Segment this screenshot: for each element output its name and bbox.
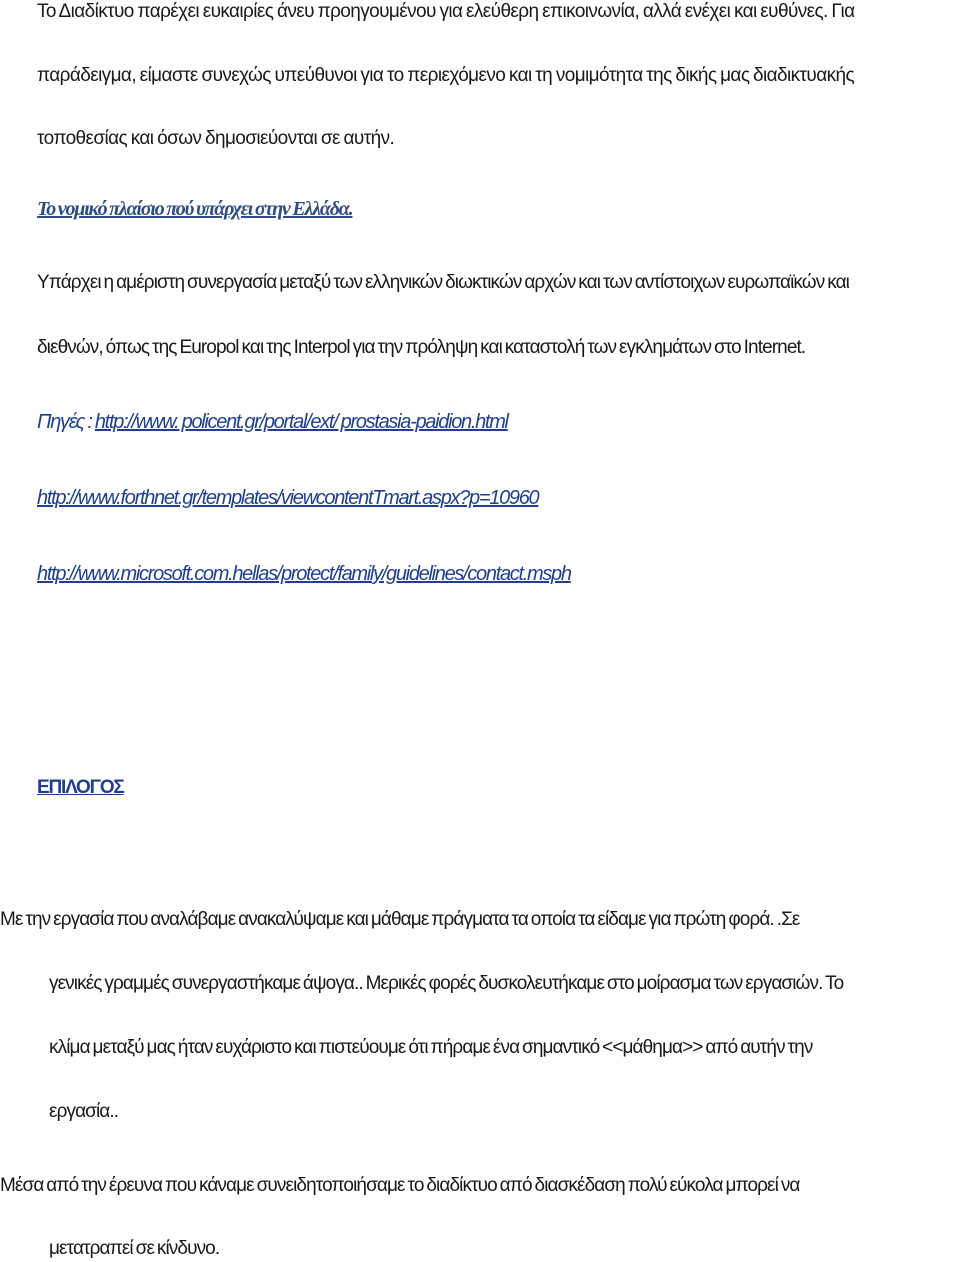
paragraph-1-line-1: Το Διαδίκτυο παρέχει ευκαιρίες άνευ προηγουμένου για ελεύθερη επικοινωνία, αλλά ενέχει και ευθύνες. Για bbox=[37, 1, 855, 22]
source-link-microsoft-row bbox=[37, 562, 571, 587]
paragraph-4-line-1: Μέσα από την έρευνα που κάναμε συνειδητοποιήσαμε το διαδίκτυο από διασκέδαση πολύ εύκολα μπορεί να bbox=[0, 1175, 800, 1196]
paragraph-1-line-3: τοποθεσίας και όσων δημοσιεύονται σε αυτήν. bbox=[37, 128, 395, 149]
paragraph-2-line-2: διεθνών, όπως της Europol και της Interpol για την πρόληψη και καταστολή των εγκλημάτων στο Internet. bbox=[37, 337, 806, 358]
source-link-policent[interactable]: http://www. policent.gr/portal/ext/ prostasia-paidion.html bbox=[94, 411, 508, 433]
source-link-forthnet[interactable]: http://www.forthnet.gr/templates/viewcontentTmart.aspx?p=10960 bbox=[37, 487, 539, 509]
paragraph-3-line-3: κλίμα μεταξύ μας ήταν ευχάριστο και πιστεύουμε ότι πήραμε ένα σημαντικό <<μάθημα>> από αυτήν την bbox=[49, 1037, 813, 1058]
sources-line bbox=[37, 410, 508, 435]
legal-framework-heading: Το νομικό πλαίσιο πού υπάρχει στην Ελλάδα. bbox=[37, 198, 353, 220]
paragraph-3-line-2: γενικές γραμμές συνεργαστήκαμε άψογα.. Μερικές φορές δυσκολευτήκαμε στο μοίρασμα των εργασιών. Το bbox=[49, 973, 844, 994]
paragraph-4-line-2: μετατραπεί σε κίνδυνο. bbox=[49, 1238, 220, 1259]
paragraph-2-line-1: Υπάρχει η αμέριστη συνεργασία μεταξύ των ελληνικών διωκτικών αρχών και των αντίστοιχων ευρωπαϊκών και bbox=[37, 272, 849, 293]
sources-label: Πηγές : bbox=[37, 411, 95, 433]
epilogue-heading: ΕΠΙΛΟΓΟΣ bbox=[37, 777, 124, 798]
source-link-microsoft[interactable]: http://www.microsoft.com.hellas/protect/family/guidelines/contact.msph bbox=[37, 563, 571, 585]
paragraph-3-line-1: Με την εργασία που αναλάβαμε ανακαλύψαμε και μάθαμε πράγματα τα οποία τα είδαμε για πρώτη φορά. .Σε bbox=[0, 909, 800, 930]
paragraph-3-line-4: εργασία.. bbox=[49, 1101, 119, 1122]
source-link-forthnet-row bbox=[37, 486, 538, 511]
paragraph-1-line-2: παράδειγμα, είμαστε συνεχώς υπεύθυνοι για το περιεχόμενο και τη νομιμότητα της δικής μας διαδικτυακής bbox=[37, 65, 855, 86]
